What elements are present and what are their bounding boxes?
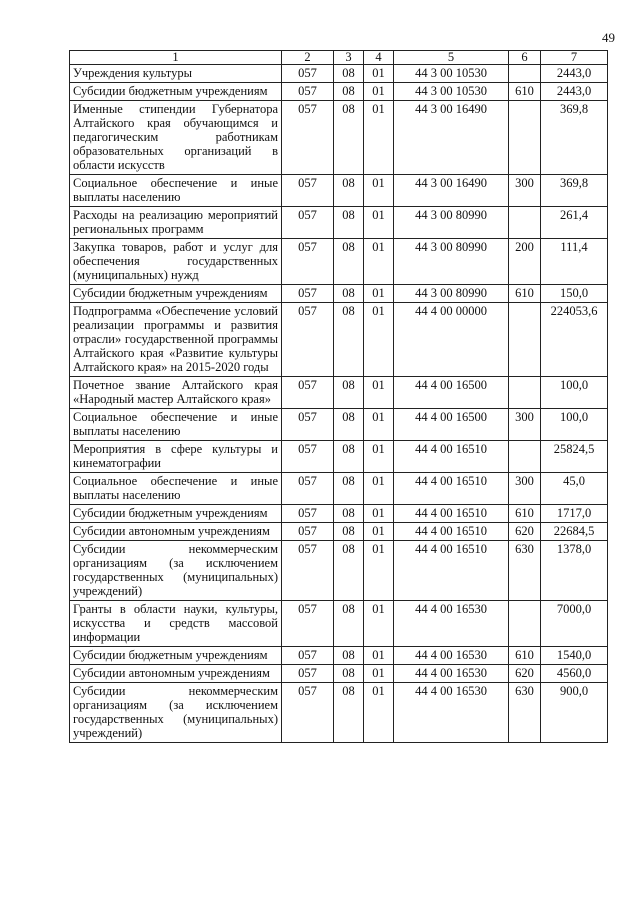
row-target-cell: 44 3 00 80990 bbox=[394, 239, 509, 285]
row-section-cell: 08 bbox=[334, 647, 364, 665]
row-name-cell: Именные стипендии Губернатора Алтайского края обучающимся и педагогическим работникам образовательных организаций в области искусств bbox=[70, 101, 282, 175]
row-target-cell: 44 4 00 16500 bbox=[394, 409, 509, 441]
row-target-cell: 44 4 00 16530 bbox=[394, 665, 509, 683]
row-name-cell: Субсидии бюджетным учреждениям bbox=[70, 647, 282, 665]
row-name-cell: Субсидии бюджетным учреждениям bbox=[70, 285, 282, 303]
row-subsection-cell: 01 bbox=[364, 101, 394, 175]
table-row bbox=[70, 101, 608, 175]
row-type-cell: 300 bbox=[509, 473, 541, 505]
row-type-cell: 300 bbox=[509, 409, 541, 441]
row-name-cell: Субсидии бюджетным учреждениям bbox=[70, 83, 282, 101]
row-subsection-cell: 01 bbox=[364, 303, 394, 377]
row-ministry-cell: 057 bbox=[282, 441, 334, 473]
row-name-cell: Учреждения культуры bbox=[70, 65, 282, 83]
row-name-cell: Субсидии автономным учреждениям bbox=[70, 523, 282, 541]
row-type-cell bbox=[509, 441, 541, 473]
row-type-cell: 630 bbox=[509, 541, 541, 601]
row-ministry-cell: 057 bbox=[282, 665, 334, 683]
row-amount-cell: 1717,0 bbox=[541, 505, 608, 523]
row-name-cell: Субсидии некоммерческим организациям (за исключением государственных (муниципальных) учреждений) bbox=[70, 683, 282, 743]
table-row bbox=[70, 441, 608, 473]
row-ministry-cell: 057 bbox=[282, 377, 334, 409]
row-amount-cell: 4560,0 bbox=[541, 665, 608, 683]
table-row bbox=[70, 505, 608, 523]
row-subsection-cell: 01 bbox=[364, 239, 394, 285]
row-name-cell: Субсидии бюджетным учреждениям bbox=[70, 505, 282, 523]
row-type-cell bbox=[509, 65, 541, 83]
row-name-cell: Закупка товаров, работ и услуг для обеспечения государственных (муниципальных) нужд bbox=[70, 239, 282, 285]
budget-table bbox=[69, 50, 608, 743]
table-row bbox=[70, 683, 608, 743]
row-target-cell: 44 3 00 16490 bbox=[394, 101, 509, 175]
row-ministry-cell: 057 bbox=[282, 601, 334, 647]
table-row bbox=[70, 207, 608, 239]
table-row bbox=[70, 239, 608, 285]
row-amount-cell: 22684,5 bbox=[541, 523, 608, 541]
row-amount-cell: 150,0 bbox=[541, 285, 608, 303]
row-section-cell: 08 bbox=[334, 523, 364, 541]
row-type-cell: 630 bbox=[509, 683, 541, 743]
row-section-cell: 08 bbox=[334, 303, 364, 377]
row-ministry-cell: 057 bbox=[282, 207, 334, 239]
row-subsection-cell: 01 bbox=[364, 505, 394, 523]
table-row bbox=[70, 409, 608, 441]
row-ministry-cell: 057 bbox=[282, 683, 334, 743]
row-target-cell: 44 4 00 16510 bbox=[394, 473, 509, 505]
row-section-cell: 08 bbox=[334, 285, 364, 303]
row-target-cell: 44 4 00 16530 bbox=[394, 683, 509, 743]
row-ministry-cell: 057 bbox=[282, 65, 334, 83]
row-section-cell: 08 bbox=[334, 207, 364, 239]
header-cell: 2 bbox=[282, 51, 334, 65]
row-ministry-cell: 057 bbox=[282, 285, 334, 303]
table-row bbox=[70, 377, 608, 409]
row-target-cell: 44 4 00 16530 bbox=[394, 647, 509, 665]
header-cell: 6 bbox=[509, 51, 541, 65]
row-section-cell: 08 bbox=[334, 505, 364, 523]
table-row bbox=[70, 175, 608, 207]
row-subsection-cell: 01 bbox=[364, 441, 394, 473]
row-subsection-cell: 01 bbox=[364, 65, 394, 83]
row-type-cell bbox=[509, 303, 541, 377]
row-target-cell: 44 4 00 00000 bbox=[394, 303, 509, 377]
row-name-cell: Социальное обеспечение и иные выплаты населению bbox=[70, 409, 282, 441]
header-cell: 4 bbox=[364, 51, 394, 65]
row-target-cell: 44 4 00 16510 bbox=[394, 541, 509, 601]
row-subsection-cell: 01 bbox=[364, 207, 394, 239]
row-name-cell: Почетное звание Алтайского края «Народный мастер Алтайского края» bbox=[70, 377, 282, 409]
row-section-cell: 08 bbox=[334, 377, 364, 409]
row-subsection-cell: 01 bbox=[364, 647, 394, 665]
row-amount-cell: 7000,0 bbox=[541, 601, 608, 647]
row-target-cell: 44 4 00 16530 bbox=[394, 601, 509, 647]
row-target-cell: 44 4 00 16510 bbox=[394, 505, 509, 523]
header-cell: 3 bbox=[334, 51, 364, 65]
row-subsection-cell: 01 bbox=[364, 541, 394, 601]
page-number: 49 bbox=[602, 30, 615, 45]
table-row bbox=[70, 473, 608, 505]
row-subsection-cell: 01 bbox=[364, 377, 394, 409]
row-subsection-cell: 01 bbox=[364, 473, 394, 505]
row-type-cell bbox=[509, 101, 541, 175]
row-amount-cell: 2443,0 bbox=[541, 83, 608, 101]
row-amount-cell: 900,0 bbox=[541, 683, 608, 743]
row-amount-cell: 369,8 bbox=[541, 175, 608, 207]
row-ministry-cell: 057 bbox=[282, 647, 334, 665]
row-type-cell: 610 bbox=[509, 285, 541, 303]
row-subsection-cell: 01 bbox=[364, 83, 394, 101]
row-target-cell: 44 3 00 80990 bbox=[394, 285, 509, 303]
row-name-cell: Субсидии некоммерческим организациям (за исключением государственных (муниципальных) учреждений) bbox=[70, 541, 282, 601]
table-row bbox=[70, 601, 608, 647]
row-name-cell: Мероприятия в сфере культуры и кинематографии bbox=[70, 441, 282, 473]
row-target-cell: 44 4 00 16500 bbox=[394, 377, 509, 409]
row-ministry-cell: 057 bbox=[282, 523, 334, 541]
row-section-cell: 08 bbox=[334, 65, 364, 83]
header-row bbox=[70, 51, 608, 65]
row-section-cell: 08 bbox=[334, 665, 364, 683]
header-cell: 5 bbox=[394, 51, 509, 65]
table-body bbox=[70, 65, 608, 743]
row-name-cell: Подпрограмма «Обеспечение условий реализации программы и развития отрасли» государственной программы Алтайского края «Развитие культуры Алтайского края» на 2015-2020 годы bbox=[70, 303, 282, 377]
row-amount-cell: 111,4 bbox=[541, 239, 608, 285]
row-type-cell: 200 bbox=[509, 239, 541, 285]
row-amount-cell: 100,0 bbox=[541, 377, 608, 409]
row-subsection-cell: 01 bbox=[364, 601, 394, 647]
row-amount-cell: 261,4 bbox=[541, 207, 608, 239]
row-name-cell: Социальное обеспечение и иные выплаты населению bbox=[70, 473, 282, 505]
row-type-cell bbox=[509, 377, 541, 409]
row-amount-cell: 1378,0 bbox=[541, 541, 608, 601]
row-amount-cell: 25824,5 bbox=[541, 441, 608, 473]
row-amount-cell: 100,0 bbox=[541, 409, 608, 441]
row-subsection-cell: 01 bbox=[364, 409, 394, 441]
row-subsection-cell: 01 bbox=[364, 665, 394, 683]
row-type-cell: 610 bbox=[509, 83, 541, 101]
row-section-cell: 08 bbox=[334, 239, 364, 285]
table-row bbox=[70, 647, 608, 665]
row-type-cell: 610 bbox=[509, 505, 541, 523]
table-row bbox=[70, 523, 608, 541]
row-subsection-cell: 01 bbox=[364, 523, 394, 541]
row-ministry-cell: 057 bbox=[282, 83, 334, 101]
row-section-cell: 08 bbox=[334, 101, 364, 175]
row-ministry-cell: 057 bbox=[282, 473, 334, 505]
row-section-cell: 08 bbox=[334, 175, 364, 207]
row-section-cell: 08 bbox=[334, 441, 364, 473]
row-ministry-cell: 057 bbox=[282, 409, 334, 441]
row-target-cell: 44 3 00 80990 bbox=[394, 207, 509, 239]
row-ministry-cell: 057 bbox=[282, 239, 334, 285]
row-type-cell: 300 bbox=[509, 175, 541, 207]
row-type-cell: 610 bbox=[509, 647, 541, 665]
row-subsection-cell: 01 bbox=[364, 285, 394, 303]
row-amount-cell: 1540,0 bbox=[541, 647, 608, 665]
table-row bbox=[70, 303, 608, 377]
table-row bbox=[70, 541, 608, 601]
row-name-cell: Гранты в области науки, культуры, искусства и средств массовой информации bbox=[70, 601, 282, 647]
row-target-cell: 44 3 00 10530 bbox=[394, 65, 509, 83]
row-section-cell: 08 bbox=[334, 601, 364, 647]
table-row bbox=[70, 65, 608, 83]
row-name-cell: Субсидии автономным учреждениям bbox=[70, 665, 282, 683]
row-type-cell bbox=[509, 601, 541, 647]
row-ministry-cell: 057 bbox=[282, 505, 334, 523]
row-ministry-cell: 057 bbox=[282, 541, 334, 601]
row-amount-cell: 2443,0 bbox=[541, 65, 608, 83]
row-type-cell: 620 bbox=[509, 523, 541, 541]
table-row bbox=[70, 83, 608, 101]
row-name-cell: Расходы на реализацию мероприятий региональных программ bbox=[70, 207, 282, 239]
row-section-cell: 08 bbox=[334, 683, 364, 743]
row-type-cell bbox=[509, 207, 541, 239]
row-ministry-cell: 057 bbox=[282, 175, 334, 207]
row-target-cell: 44 4 00 16510 bbox=[394, 441, 509, 473]
row-subsection-cell: 01 bbox=[364, 175, 394, 207]
row-subsection-cell: 01 bbox=[364, 683, 394, 743]
row-section-cell: 08 bbox=[334, 83, 364, 101]
header-cell: 7 bbox=[541, 51, 608, 65]
row-name-cell: Социальное обеспечение и иные выплаты населению bbox=[70, 175, 282, 207]
row-section-cell: 08 bbox=[334, 473, 364, 505]
row-amount-cell: 224053,6 bbox=[541, 303, 608, 377]
row-type-cell: 620 bbox=[509, 665, 541, 683]
row-ministry-cell: 057 bbox=[282, 101, 334, 175]
row-target-cell: 44 4 00 16510 bbox=[394, 523, 509, 541]
row-target-cell: 44 3 00 16490 bbox=[394, 175, 509, 207]
table-row bbox=[70, 665, 608, 683]
table-row bbox=[70, 285, 608, 303]
row-section-cell: 08 bbox=[334, 409, 364, 441]
header-cell: 1 bbox=[70, 51, 282, 65]
row-ministry-cell: 057 bbox=[282, 303, 334, 377]
row-amount-cell: 45,0 bbox=[541, 473, 608, 505]
row-amount-cell: 369,8 bbox=[541, 101, 608, 175]
row-target-cell: 44 3 00 10530 bbox=[394, 83, 509, 101]
row-section-cell: 08 bbox=[334, 541, 364, 601]
